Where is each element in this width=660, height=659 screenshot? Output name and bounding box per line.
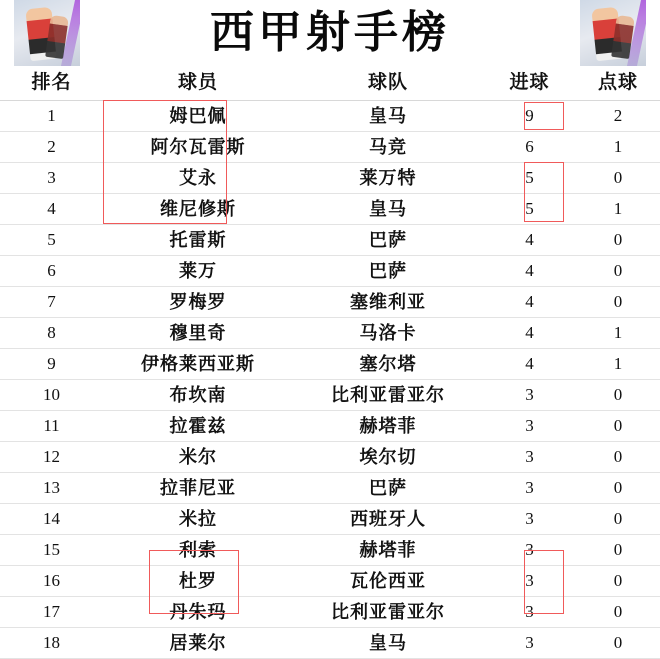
table-row <box>0 318 660 349</box>
cell-goals: 5 <box>483 194 576 225</box>
cell-goals: 3 <box>483 411 576 442</box>
table-row <box>0 349 660 380</box>
cell-goals: 3 <box>483 566 576 597</box>
cell-goals: 3 <box>483 597 576 628</box>
table-row <box>0 442 660 473</box>
cell-goals: 5 <box>483 163 576 194</box>
cell-player: 罗梅罗 <box>103 287 293 318</box>
cell-pens: 0 <box>576 597 660 628</box>
cell-player: 居莱尔 <box>103 628 293 659</box>
cell-pens: 0 <box>576 380 660 411</box>
cell-rank: 10 <box>0 380 103 411</box>
cell-team: 皇马 <box>293 101 483 132</box>
cell-goals: 4 <box>483 225 576 256</box>
column-header-team: 球队 <box>293 66 483 101</box>
cell-player: 布坎南 <box>103 380 293 411</box>
cell-goals: 3 <box>483 473 576 504</box>
cell-team: 瓦伦西亚 <box>293 566 483 597</box>
cell-rank: 14 <box>0 504 103 535</box>
cell-team: 比利亚雷亚尔 <box>293 380 483 411</box>
cell-pens: 0 <box>576 628 660 659</box>
cell-player: 拉霍兹 <box>103 411 293 442</box>
page-title: 西甲射手榜 <box>210 8 450 57</box>
cell-goals: 4 <box>483 318 576 349</box>
cell-pens: 0 <box>576 504 660 535</box>
table-row <box>0 473 660 504</box>
table-row <box>0 566 660 597</box>
cell-team: 比利亚雷亚尔 <box>293 597 483 628</box>
cell-team: 埃尔切 <box>293 442 483 473</box>
table-row <box>0 101 660 132</box>
cell-team: 西班牙人 <box>293 504 483 535</box>
cell-goals: 3 <box>483 442 576 473</box>
cell-rank: 3 <box>0 163 103 194</box>
cell-pens: 1 <box>576 132 660 163</box>
table-row <box>0 225 660 256</box>
cell-pens: 0 <box>576 287 660 318</box>
cell-pens: 1 <box>576 349 660 380</box>
table-head <box>0 66 660 101</box>
cell-goals: 9 <box>483 101 576 132</box>
cell-rank: 16 <box>0 566 103 597</box>
cell-rank: 13 <box>0 473 103 504</box>
cell-goals: 6 <box>483 132 576 163</box>
table-row <box>0 256 660 287</box>
column-header-rank: 排名 <box>0 66 103 101</box>
cell-player: 米拉 <box>103 504 293 535</box>
cell-player: 穆里奇 <box>103 318 293 349</box>
cell-team: 皇马 <box>293 628 483 659</box>
column-header-player: 球员 <box>103 66 293 101</box>
cell-player: 拉菲尼亚 <box>103 473 293 504</box>
cell-team: 巴萨 <box>293 473 483 504</box>
cell-rank: 11 <box>0 411 103 442</box>
cell-rank: 8 <box>0 318 103 349</box>
cell-team: 莱万特 <box>293 163 483 194</box>
cell-goals: 3 <box>483 628 576 659</box>
cell-goals: 3 <box>483 535 576 566</box>
cell-pens: 1 <box>576 318 660 349</box>
cell-rank: 5 <box>0 225 103 256</box>
cell-pens: 0 <box>576 566 660 597</box>
cell-player: 阿尔瓦雷斯 <box>103 132 293 163</box>
cell-rank: 17 <box>0 597 103 628</box>
cell-rank: 7 <box>0 287 103 318</box>
cell-player: 米尔 <box>103 442 293 473</box>
cell-team: 赫塔菲 <box>293 411 483 442</box>
cell-player: 利索 <box>103 535 293 566</box>
table-row <box>0 535 660 566</box>
cell-player: 托雷斯 <box>103 225 293 256</box>
cell-team: 巴萨 <box>293 225 483 256</box>
table-row <box>0 597 660 628</box>
cell-team: 马洛卡 <box>293 318 483 349</box>
cell-player: 姆巴佩 <box>103 101 293 132</box>
cell-pens: 0 <box>576 256 660 287</box>
table-body <box>0 101 660 659</box>
cell-pens: 0 <box>576 535 660 566</box>
cell-player: 伊格莱西亚斯 <box>103 349 293 380</box>
table-row <box>0 504 660 535</box>
cell-rank: 18 <box>0 628 103 659</box>
scorers-table <box>0 66 660 659</box>
cell-rank: 15 <box>0 535 103 566</box>
cell-pens: 1 <box>576 194 660 225</box>
cell-goals: 4 <box>483 256 576 287</box>
cell-pens: 0 <box>576 442 660 473</box>
cell-pens: 0 <box>576 411 660 442</box>
cell-goals: 3 <box>483 380 576 411</box>
cell-goals: 3 <box>483 504 576 535</box>
cell-pens: 0 <box>576 163 660 194</box>
cell-team: 塞尔塔 <box>293 349 483 380</box>
cell-player: 维尼修斯 <box>103 194 293 225</box>
page-header <box>0 0 660 66</box>
table-row <box>0 411 660 442</box>
cell-rank: 2 <box>0 132 103 163</box>
cell-player: 莱万 <box>103 256 293 287</box>
cell-pens: 2 <box>576 101 660 132</box>
table-header-row <box>0 66 660 101</box>
cell-rank: 9 <box>0 349 103 380</box>
cell-rank: 12 <box>0 442 103 473</box>
cell-pens: 0 <box>576 225 660 256</box>
cell-player: 丹朱玛 <box>103 597 293 628</box>
left-player-photo <box>14 0 80 66</box>
cell-team: 巴萨 <box>293 256 483 287</box>
column-header-goals: 进球 <box>483 66 576 101</box>
cell-rank: 4 <box>0 194 103 225</box>
cell-player: 艾永 <box>103 163 293 194</box>
cell-goals: 4 <box>483 287 576 318</box>
table-row <box>0 163 660 194</box>
cell-goals: 4 <box>483 349 576 380</box>
cell-team: 赫塔菲 <box>293 535 483 566</box>
table-row <box>0 194 660 225</box>
table-row <box>0 628 660 659</box>
table-row <box>0 132 660 163</box>
table-row <box>0 287 660 318</box>
cell-team: 塞维利亚 <box>293 287 483 318</box>
cell-rank: 6 <box>0 256 103 287</box>
cell-rank: 1 <box>0 101 103 132</box>
cell-pens: 0 <box>576 473 660 504</box>
cell-team: 皇马 <box>293 194 483 225</box>
column-header-pens: 点球 <box>576 66 660 101</box>
cell-team: 马竞 <box>293 132 483 163</box>
right-player-photo <box>580 0 646 66</box>
table-row <box>0 380 660 411</box>
cell-player: 杜罗 <box>103 566 293 597</box>
